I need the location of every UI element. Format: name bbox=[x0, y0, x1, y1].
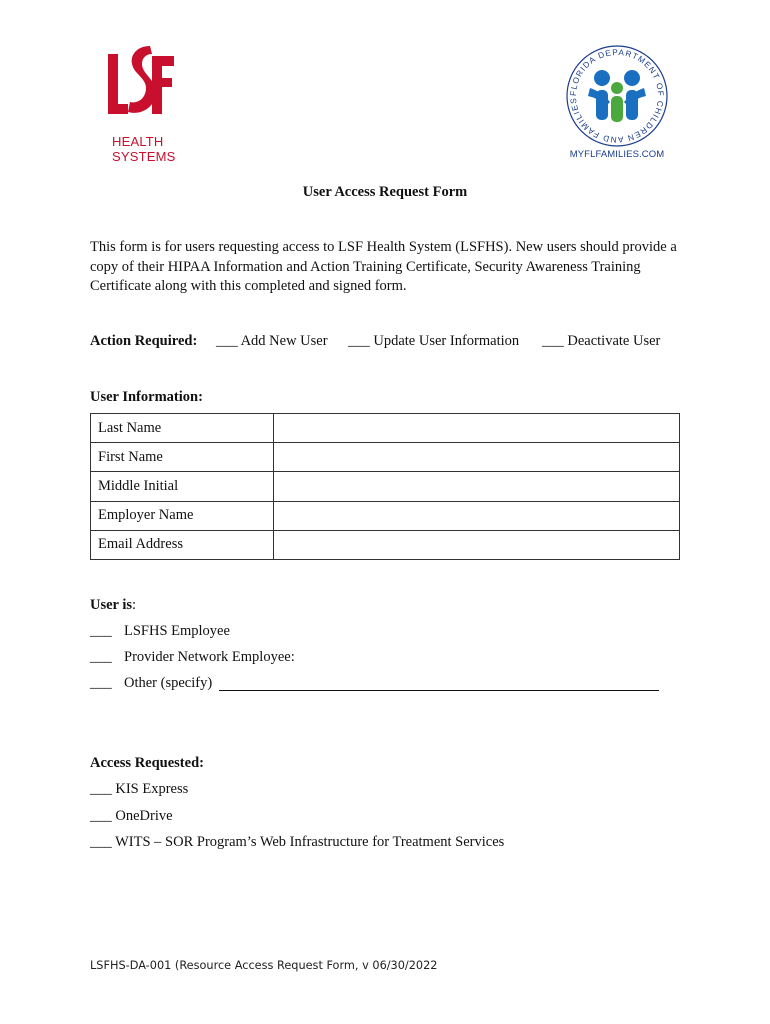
other-specify-line[interactable] bbox=[219, 690, 659, 691]
table-row bbox=[91, 530, 680, 559]
user-is-label: User is bbox=[90, 597, 133, 613]
user-is-option-lsfhs-employee[interactable] bbox=[90, 623, 230, 640]
last-name-label: Last Name bbox=[91, 414, 274, 443]
access-option-kis-express[interactable]: ___ KIS Express bbox=[90, 781, 189, 797]
lsf-logo-line-systems: SYSTEMS bbox=[112, 149, 176, 164]
lsf-health-systems-logo bbox=[106, 42, 186, 166]
option-blank: ___ bbox=[90, 675, 112, 691]
table-row bbox=[91, 414, 680, 443]
access-option-onedrive[interactable]: ___ OneDrive bbox=[90, 808, 173, 824]
lsf-logo-line-health: HEALTH bbox=[112, 134, 164, 149]
user-is-option-provider-network-employee[interactable] bbox=[90, 649, 295, 666]
intro-paragraph: This form is for users requesting access to LSF Health System (LSFHS). New users should provide a copy of their HIPAA Information and Action Training Certificate, Security Awareness Training Certificate along with this completed and signed form. bbox=[90, 239, 677, 294]
first-name-label: First Name bbox=[91, 443, 274, 472]
lsf-logo-mark-icon bbox=[106, 42, 176, 116]
middle-initial-label: Middle Initial bbox=[91, 472, 274, 501]
employer-name-label: Employer Name bbox=[91, 501, 274, 530]
user-information-table bbox=[90, 413, 680, 560]
middle-initial-field[interactable] bbox=[274, 472, 680, 501]
first-name-field[interactable] bbox=[274, 443, 680, 472]
access-option-wits[interactable]: ___ WITS – SOR Program’s Web Infrastructure for Treatment Services bbox=[90, 834, 505, 850]
form-title: User Access Request Form bbox=[302, 184, 468, 200]
table-row bbox=[91, 443, 680, 472]
email-address-label: Email Address bbox=[91, 530, 274, 559]
option-label: Provider Network Employee: bbox=[124, 649, 295, 665]
dcf-seal-ring-text: FLORIDA DEPARTMENT OF CHILDREN AND FAMILIES bbox=[568, 47, 666, 145]
florida-dcf-seal bbox=[560, 42, 674, 168]
option-label: LSFHS Employee bbox=[124, 623, 230, 639]
action-option-add-new-user[interactable]: ___ Add New User bbox=[216, 333, 328, 349]
footer-form-id: LSFHS-DA-001 (Resource Access Request Form, v 06/30/2022 bbox=[90, 959, 438, 972]
user-is-option-other[interactable] bbox=[90, 675, 690, 695]
action-required-row bbox=[90, 333, 690, 353]
table-row bbox=[91, 472, 680, 501]
option-label: Other (specify) bbox=[124, 675, 213, 691]
action-option-deactivate-user[interactable]: ___ Deactivate User bbox=[542, 333, 661, 349]
user-is-colon: : bbox=[132, 597, 137, 613]
last-name-field[interactable] bbox=[274, 414, 680, 443]
option-blank: ___ bbox=[90, 623, 112, 639]
dcf-seal-icon bbox=[560, 42, 674, 148]
dcf-seal-url: MYFLFAMILIES.COM bbox=[569, 149, 665, 160]
action-option-update-user-information[interactable]: ___ Update User Information bbox=[348, 333, 520, 349]
employer-name-field[interactable] bbox=[274, 501, 680, 530]
action-required-label: Action Required: bbox=[90, 333, 198, 349]
user-information-label: User Information: bbox=[90, 389, 203, 405]
option-blank: ___ bbox=[90, 649, 112, 665]
access-requested-label: Access Requested: bbox=[90, 755, 204, 771]
user-is-heading bbox=[90, 597, 136, 614]
table-row bbox=[91, 501, 680, 530]
email-address-field[interactable] bbox=[274, 530, 680, 559]
